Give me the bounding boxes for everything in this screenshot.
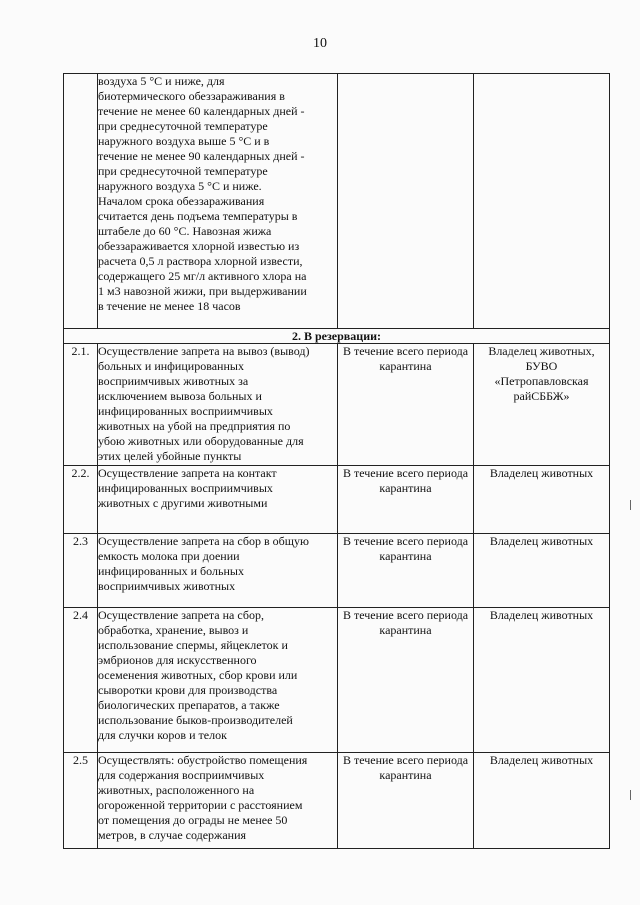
scan-mark	[630, 790, 631, 800]
row-number: 2.1.	[64, 344, 98, 466]
text-line: инфицированных и больных	[98, 564, 244, 578]
text-line: «Петропавловская	[494, 374, 589, 388]
text-line: этих целей убойные пункты	[98, 449, 242, 463]
page-number: 10	[313, 36, 327, 51]
text-line: огороженной территории с расстоянием	[98, 798, 303, 812]
text-line: биологических препаратов, а также	[98, 698, 280, 712]
text-line: штабеле до 60 °С. Навозная жижа	[98, 224, 272, 238]
text-line: исключением вывоза больных и	[98, 389, 262, 403]
measure-term: В течение всего периода карантина	[338, 466, 474, 534]
measure-term: В течение всего периода карантина	[338, 344, 474, 466]
text-line: обеззараживается хлорной известью из	[98, 239, 300, 253]
measure-description	[98, 534, 338, 608]
scan-mark	[630, 500, 631, 510]
responsible-party	[474, 74, 610, 329]
text-line: БУВО	[525, 359, 558, 373]
text-line: Осуществление запрета на контакт	[98, 466, 277, 480]
text-line: Владелец животных,	[488, 344, 595, 358]
text-line: считается день подъема температуры в	[98, 209, 298, 223]
text-line: Осуществлять: обустройство помещения	[98, 753, 308, 767]
text-line: при среднесуточной температуре	[98, 119, 268, 133]
text-line: наружного воздуха выше 5 °С и в	[98, 134, 270, 148]
text-line: животных на убой на предприятия по	[98, 419, 291, 433]
responsible-party	[474, 344, 610, 466]
text-line: емкость молока при доении	[98, 549, 240, 563]
text-line: Владелец животных	[489, 534, 594, 548]
row-number: 2.4	[64, 608, 98, 753]
row-number: 2.2.	[64, 466, 98, 534]
text-line: для случки коров и телок	[98, 728, 227, 742]
text-line: животных с другими животными	[98, 496, 268, 510]
text-line: Осуществление запрета на вывоз (вывод)	[98, 344, 310, 358]
text-line: больных и инфицированных	[98, 359, 244, 373]
text-line: расчета 0,5 л раствора хлорной извести,	[98, 254, 303, 268]
text-line: Владелец животных	[489, 466, 594, 480]
responsible-party	[474, 753, 610, 849]
text-line: метров, в случае содержания	[98, 828, 247, 842]
measure-description	[98, 74, 338, 329]
table-row	[64, 534, 610, 608]
text-line: при среднесуточной температуре	[98, 164, 268, 178]
text-line: эмбрионов для искусственного	[98, 653, 257, 667]
measure-term	[338, 74, 474, 329]
responsible-party	[474, 534, 610, 608]
row-number	[64, 74, 98, 329]
text-line: животных, расположенного на	[98, 783, 255, 797]
text-line: для содержания восприимчивых	[98, 768, 265, 782]
table-row	[64, 753, 610, 849]
text-line: райСББЖ»	[513, 389, 570, 403]
table-row	[64, 344, 610, 466]
row-number: 2.5	[64, 753, 98, 849]
text-line: в течение не менее 18 часов	[98, 299, 241, 313]
measure-description	[98, 753, 338, 849]
measure-description	[98, 466, 338, 534]
text-line: инфицированных восприимчивых	[98, 404, 273, 418]
responsible-party	[474, 466, 610, 534]
text-line: инфицированных восприимчивых	[98, 481, 273, 495]
section-title: 2. В резервации:	[64, 329, 610, 344]
text-line: содержащего 25 мг/л активного хлора на	[98, 269, 307, 283]
section-row	[64, 329, 610, 344]
text-line: Осуществление запрета на сбор,	[98, 608, 264, 622]
measure-term: В течение всего периода карантина	[338, 608, 474, 753]
text-line: наружного воздуха 5 °С и ниже.	[98, 179, 262, 193]
text-line: использование спермы, яйцеклеток и	[98, 638, 288, 652]
measure-description	[98, 608, 338, 753]
measure-description	[98, 344, 338, 466]
text-line: Осуществление запрета на сбор в общую	[98, 534, 309, 548]
text-line: течение не менее 90 календарных дней -	[98, 149, 305, 163]
text-line: использование быков-производителей	[98, 713, 293, 727]
text-line: биотермического обеззараживания в	[98, 89, 285, 103]
text-line: убою животных или оборудованные для	[98, 434, 304, 448]
text-line: воздуха 5 °С и ниже, для	[98, 74, 225, 88]
measure-term: В течение всего периода карантина	[338, 534, 474, 608]
measure-term: В течение всего периода карантина	[338, 753, 474, 849]
table-row	[64, 466, 610, 534]
text-line: восприимчивых животных за	[98, 374, 249, 388]
text-line: восприимчивых животных	[98, 579, 236, 593]
text-line: осеменения животных, сбор крови или	[98, 668, 298, 682]
text-line: от помещения до ограды не менее 50	[98, 813, 288, 827]
row-number: 2.3	[64, 534, 98, 608]
text-line: 1 м3 навозной жижи, при выдерживании	[98, 284, 307, 298]
table-row	[64, 608, 610, 753]
text-line: Владелец животных	[489, 753, 594, 767]
measures-table	[63, 73, 610, 849]
table-row-continuation	[64, 74, 610, 329]
text-line: Владелец животных	[489, 608, 594, 622]
text-line: Началом срока обеззараживания	[98, 194, 265, 208]
text-line: течение не менее 60 календарных дней -	[98, 104, 305, 118]
text-line: обработка, хранение, вывоз и	[98, 623, 249, 637]
responsible-party	[474, 608, 610, 753]
text-line: сыворотки крови для производства	[98, 683, 278, 697]
